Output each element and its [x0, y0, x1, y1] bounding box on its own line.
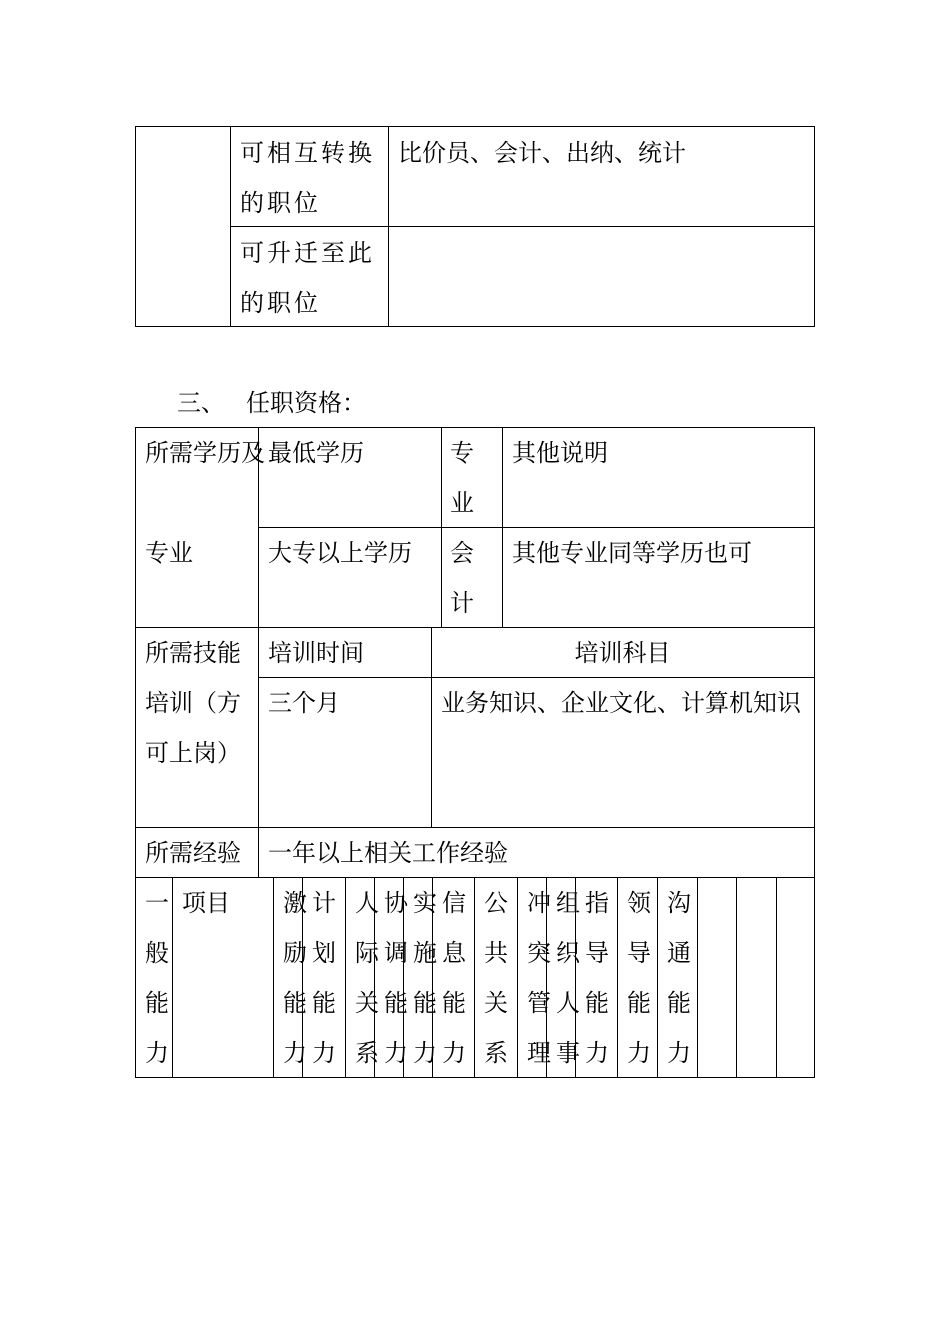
table-border: [135, 427, 136, 1078]
ability-communication: 沟通能力: [667, 889, 691, 1067]
ability-coordination: 协调能力: [384, 889, 408, 1067]
table-border: [230, 126, 231, 327]
major-value: 会计: [450, 539, 474, 617]
table-border: [172, 877, 173, 1078]
ability-guidance: 指导能力: [585, 889, 609, 1067]
table-border: [657, 877, 658, 1078]
transferable-positions-label: 可相互转换的职位: [240, 139, 375, 217]
section-title: 任职资格：: [246, 389, 366, 417]
experience-value: 一年以上相关工作经验: [268, 839, 508, 867]
ability-interpersonal: 人际关系: [355, 889, 379, 1067]
min-education-header: 最低学历: [268, 439, 364, 467]
table-border: [502, 427, 503, 628]
table-border: [517, 877, 518, 1078]
education-label-line2: 专业: [145, 539, 193, 567]
min-education-value: 大专以上学历: [268, 539, 412, 567]
table-border: [258, 827, 259, 878]
item-label: 项目: [182, 889, 230, 917]
table-border: [814, 427, 815, 1078]
table-border: [135, 1077, 815, 1078]
table-border: [814, 126, 815, 327]
table-border: [736, 877, 737, 1078]
table-border: [776, 877, 777, 1078]
ability-organization-personnel: 组织人事: [556, 889, 580, 1067]
other-notes-header: 其他说明: [512, 439, 608, 467]
experience-label: 所需经验: [145, 839, 241, 867]
table-border: [697, 877, 698, 1078]
section-number: 三、: [177, 389, 225, 417]
ability-motivation: 激励能力: [283, 889, 307, 1067]
other-notes-value: 其他专业同等学历也可: [512, 539, 752, 567]
table-border: [135, 326, 815, 327]
training-time-value: 三个月: [268, 689, 340, 717]
training-subject-value: 业务知识、企业文化、计算机知识: [441, 689, 801, 717]
promotable-positions-label: 可升迁至此的职位: [240, 239, 375, 317]
major-header: 专业: [450, 439, 474, 517]
ability-public-relations: 公共关系: [484, 889, 508, 1067]
table-border: [441, 427, 442, 628]
table-border: [135, 126, 136, 327]
table-border: [474, 877, 475, 1078]
ability-conflict-management: 冲突管理: [527, 889, 551, 1067]
ability-information: 信息能力: [442, 889, 466, 1067]
ability-implementation: 实施能力: [413, 889, 437, 1067]
training-subject-header: 培训科目: [574, 639, 671, 667]
table-border: [617, 877, 618, 1078]
ability-planning: 计划能力: [312, 889, 336, 1067]
general-ability-label: 一般能力: [145, 889, 169, 1067]
table-border: [388, 126, 389, 327]
training-label: 所需技能培训（方可上岗）: [145, 639, 241, 767]
table-border: [135, 126, 815, 127]
training-time-header: 培训时间: [268, 639, 364, 667]
table-border: [258, 627, 259, 828]
table-border: [273, 877, 274, 1078]
table-border: [345, 877, 346, 1078]
education-label-line1: 所需学历及: [145, 439, 265, 467]
transferable-positions-value: 比价员、会计、出纳、统计: [398, 139, 686, 167]
ability-leadership: 领导能力: [627, 889, 651, 1067]
